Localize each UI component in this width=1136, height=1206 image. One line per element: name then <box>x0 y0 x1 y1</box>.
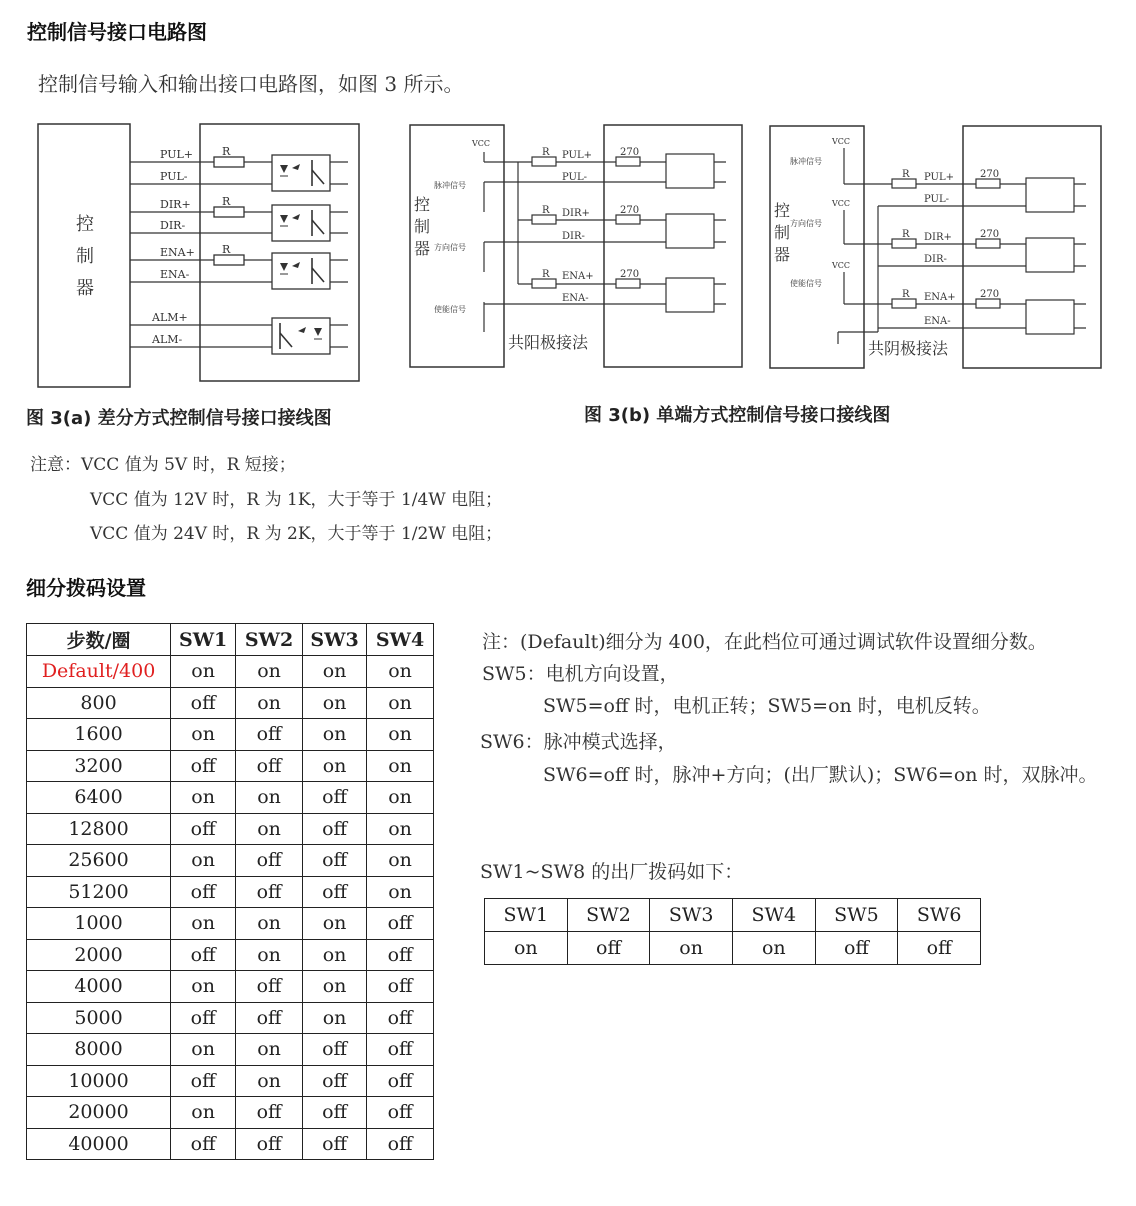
switch-cell: off <box>171 687 236 719</box>
switch-cell: on <box>303 971 367 1003</box>
controller-char-1: 控 <box>774 201 791 220</box>
switch-cell: on <box>303 719 367 751</box>
switch-cell: off <box>367 908 434 940</box>
switch-cell: on <box>236 782 303 814</box>
table-row <box>27 876 434 908</box>
label-dir-minus: DIR- <box>160 219 186 232</box>
right-note-4: SW6：脉冲模式选择， <box>480 731 677 753</box>
switch-cell: off <box>303 1128 367 1160</box>
switch-cell: off <box>236 1097 303 1129</box>
switch-cell: off <box>367 1034 434 1066</box>
label-pul-minus: PUL- <box>160 170 188 183</box>
switch-cell: off <box>171 939 236 971</box>
resistor-270-label: 270 <box>620 205 640 216</box>
header-sw1: SW1 <box>171 624 236 656</box>
table-row <box>27 845 434 877</box>
switch-cell: on <box>367 750 434 782</box>
controller-char-1: 控 <box>414 195 431 214</box>
label-pul-plus: PUL+ <box>562 150 592 161</box>
switch-cell: off <box>236 845 303 877</box>
controller-char-2: 制 <box>414 217 431 236</box>
steps-cell: 2000 <box>27 939 171 971</box>
switch-cell: off <box>367 939 434 971</box>
right-note-1: 注：(Default)细分为 400，在此档位可通过调试软件设置细分数。 <box>482 631 1047 653</box>
note-line-2: VCC 值为 12V 时，R 为 1K，大于等于 1/4W 电阻； <box>90 490 503 510</box>
label-pul-plus: PUL+ <box>924 172 954 183</box>
label-pul-plus: PUL+ <box>160 148 193 161</box>
steps-cell: 40000 <box>27 1128 171 1160</box>
intro-text: 控制信号输入和输出接口电路图，如图 3 所示。 <box>38 72 464 96</box>
controller-char-3: 器 <box>76 278 94 299</box>
vcc-label: VCC <box>832 199 851 208</box>
factory-header-cell: SW2 <box>567 899 650 932</box>
label-ena-plus: ENA+ <box>562 271 594 282</box>
label-dir-minus: DIR- <box>562 231 585 242</box>
steps-cell: 1600 <box>27 719 171 751</box>
factory-value-cell: off <box>567 932 650 965</box>
steps-cell: 51200 <box>27 876 171 908</box>
header-sw3: SW3 <box>303 624 367 656</box>
table-row <box>27 939 434 971</box>
table-header-row <box>27 624 434 656</box>
switch-cell: off <box>236 1002 303 1034</box>
steps-cell: Default/400 <box>27 656 171 688</box>
switch-cell: off <box>367 1097 434 1129</box>
factory-value-cell: off <box>815 932 898 965</box>
right-note-2: SW5：电机方向设置， <box>482 663 679 685</box>
switch-cell: off <box>171 750 236 782</box>
signal-label-enable: 使能信号 <box>434 305 466 314</box>
resistor-270-label: 270 <box>620 269 640 280</box>
factory-value-cell: on <box>650 932 733 965</box>
controller-char-3: 器 <box>774 245 791 264</box>
controller-char-1: 控 <box>76 214 94 235</box>
note-line-3: VCC 值为 24V 时，R 为 2K，大于等于 1/2W 电阻； <box>90 524 503 544</box>
resistor-label: R <box>542 147 550 158</box>
figure-3b-common-anode <box>408 122 746 370</box>
switch-cell: off <box>303 845 367 877</box>
switch-cell: off <box>236 750 303 782</box>
method-label: 共阴极接法 <box>868 339 949 358</box>
label-dir-plus: DIR+ <box>924 232 952 243</box>
table-row <box>27 782 434 814</box>
switch-cell: on <box>367 719 434 751</box>
table-row <box>27 813 434 845</box>
label-dir-minus: DIR- <box>924 254 947 265</box>
label-pul-minus: PUL- <box>562 172 587 183</box>
caption-3b: 图 3(b) 单端方式控制信号接口接线图 <box>584 405 891 426</box>
steps-cell: 25600 <box>27 845 171 877</box>
switch-cell: on <box>303 1002 367 1034</box>
resistor-label: R <box>222 195 231 208</box>
switch-cell: off <box>303 1065 367 1097</box>
resistor-270-label: 270 <box>980 289 1000 300</box>
resistor-label: R <box>542 269 550 280</box>
right-note-6: SW1~SW8 的出厂拨码如下： <box>480 861 744 883</box>
right-note-5: SW6=off 时，脉冲+方向；(出厂默认)；SW6=on 时，双脉冲。 <box>543 764 1098 786</box>
switch-cell: on <box>171 971 236 1003</box>
table-row <box>27 1002 434 1034</box>
signal-label-direction: 方向信号 <box>790 219 822 228</box>
switch-cell: on <box>171 719 236 751</box>
section-title-dip: 细分拨码设置 <box>26 576 146 600</box>
label-pul-minus: PUL- <box>924 194 949 205</box>
factory-header-row <box>485 899 981 932</box>
vcc-label: VCC <box>472 139 491 148</box>
caption-3a: 图 3(a) 差分方式控制信号接口接线图 <box>26 408 332 429</box>
label-dir-plus: DIR+ <box>160 198 191 211</box>
switch-cell: off <box>303 782 367 814</box>
factory-value-cell: on <box>485 932 568 965</box>
switch-cell: off <box>171 1128 236 1160</box>
switch-cell: off <box>171 1065 236 1097</box>
factory-header-cell: SW3 <box>650 899 733 932</box>
switch-cell: off <box>236 971 303 1003</box>
table-row <box>27 656 434 688</box>
switch-cell: on <box>236 908 303 940</box>
switch-cell: on <box>171 1097 236 1129</box>
label-ena-plus: ENA+ <box>924 292 956 303</box>
section-title-circuit: 控制信号接口电路图 <box>27 20 207 44</box>
resistor-270-label: 270 <box>620 147 640 158</box>
switch-cell: off <box>236 719 303 751</box>
switch-cell: on <box>367 813 434 845</box>
switch-cell: on <box>171 656 236 688</box>
vcc-label: VCC <box>832 261 851 270</box>
right-note-3: SW5=off 时，电机正转；SW5=on 时，电机反转。 <box>543 695 991 717</box>
switch-cell: on <box>303 687 367 719</box>
switch-cell: off <box>236 1128 303 1160</box>
factory-value-cell: off <box>898 932 981 965</box>
table-row <box>27 1034 434 1066</box>
switch-cell: off <box>303 1034 367 1066</box>
header-steps: 步数/圈 <box>27 624 171 656</box>
resistor-label: R <box>222 243 231 256</box>
resistor-label: R <box>902 289 910 300</box>
resistor-label: R <box>542 205 550 216</box>
switch-cell: on <box>303 939 367 971</box>
steps-cell: 1000 <box>27 908 171 940</box>
factory-value-row <box>485 932 981 965</box>
switch-cell: on <box>171 845 236 877</box>
switch-cell: off <box>303 1097 367 1129</box>
table-row <box>27 1128 434 1160</box>
switch-cell: on <box>236 656 303 688</box>
switch-cell: on <box>303 908 367 940</box>
factory-setting-table <box>484 898 981 965</box>
table-row <box>27 750 434 782</box>
label-alm-plus: ALM+ <box>152 311 188 324</box>
factory-value-cell: on <box>732 932 815 965</box>
figure-3a-diagram <box>36 120 366 392</box>
resistor-270-label: 270 <box>980 169 1000 180</box>
resistor-270-label: 270 <box>980 229 1000 240</box>
signal-label-enable: 使能信号 <box>790 279 822 288</box>
switch-cell: on <box>367 656 434 688</box>
steps-cell: 6400 <box>27 782 171 814</box>
microstep-table <box>26 623 434 1160</box>
label-ena-minus: ENA- <box>924 316 951 327</box>
factory-header-cell: SW4 <box>732 899 815 932</box>
switch-cell: off <box>303 813 367 845</box>
switch-cell: on <box>367 876 434 908</box>
vcc-label: VCC <box>832 137 851 146</box>
factory-header-cell: SW5 <box>815 899 898 932</box>
label-dir-plus: DIR+ <box>562 208 590 219</box>
switch-cell: on <box>236 939 303 971</box>
resistor-label: R <box>902 229 910 240</box>
steps-cell: 10000 <box>27 1065 171 1097</box>
header-sw4: SW4 <box>367 624 434 656</box>
switch-cell: off <box>171 1002 236 1034</box>
switch-cell: on <box>171 782 236 814</box>
label-alm-minus: ALM- <box>152 333 183 346</box>
switch-cell: on <box>367 782 434 814</box>
resistor-label: R <box>902 169 910 180</box>
steps-cell: 800 <box>27 687 171 719</box>
switch-cell: on <box>236 813 303 845</box>
label-ena-minus: ENA- <box>562 293 589 304</box>
table-row <box>27 971 434 1003</box>
switch-cell: on <box>236 1065 303 1097</box>
controller-char-3: 器 <box>414 239 431 258</box>
table-row <box>27 719 434 751</box>
switch-cell: on <box>236 687 303 719</box>
switch-cell: off <box>171 813 236 845</box>
switch-cell: off <box>303 876 367 908</box>
label-ena-plus: ENA+ <box>160 246 195 259</box>
steps-cell: 8000 <box>27 1034 171 1066</box>
factory-header-cell: SW1 <box>485 899 568 932</box>
table-row <box>27 1097 434 1129</box>
switch-cell: on <box>171 1034 236 1066</box>
switch-cell: off <box>367 971 434 1003</box>
switch-cell: on <box>236 1034 303 1066</box>
steps-cell: 4000 <box>27 971 171 1003</box>
switch-cell: on <box>171 908 236 940</box>
switch-cell: on <box>303 656 367 688</box>
switch-cell: on <box>303 750 367 782</box>
steps-cell: 3200 <box>27 750 171 782</box>
steps-cell: 5000 <box>27 1002 171 1034</box>
controller-char-2: 制 <box>76 246 94 267</box>
switch-cell: off <box>367 1002 434 1034</box>
header-sw2: SW2 <box>236 624 303 656</box>
figure-3b-common-cathode <box>768 124 1104 370</box>
label-ena-minus: ENA- <box>160 268 190 281</box>
switch-cell: on <box>367 845 434 877</box>
note-line-1: 注意：VCC 值为 5V 时，R 短接； <box>30 455 296 475</box>
table-row <box>27 908 434 940</box>
switch-cell: off <box>171 876 236 908</box>
switch-cell: off <box>367 1128 434 1160</box>
steps-cell: 20000 <box>27 1097 171 1129</box>
resistor-label: R <box>222 145 231 158</box>
factory-header-cell: SW6 <box>898 899 981 932</box>
table-row <box>27 687 434 719</box>
switch-cell: off <box>236 876 303 908</box>
signal-label-direction: 方向信号 <box>434 243 466 252</box>
signal-label-pulse: 脉冲信号 <box>790 157 822 166</box>
switch-cell: off <box>367 1065 434 1097</box>
steps-cell: 12800 <box>27 813 171 845</box>
table-row <box>27 1065 434 1097</box>
switch-cell: on <box>367 687 434 719</box>
signal-label-pulse: 脉冲信号 <box>434 181 466 190</box>
controller-char-2: 制 <box>774 223 791 242</box>
method-label: 共阳极接法 <box>508 333 589 352</box>
